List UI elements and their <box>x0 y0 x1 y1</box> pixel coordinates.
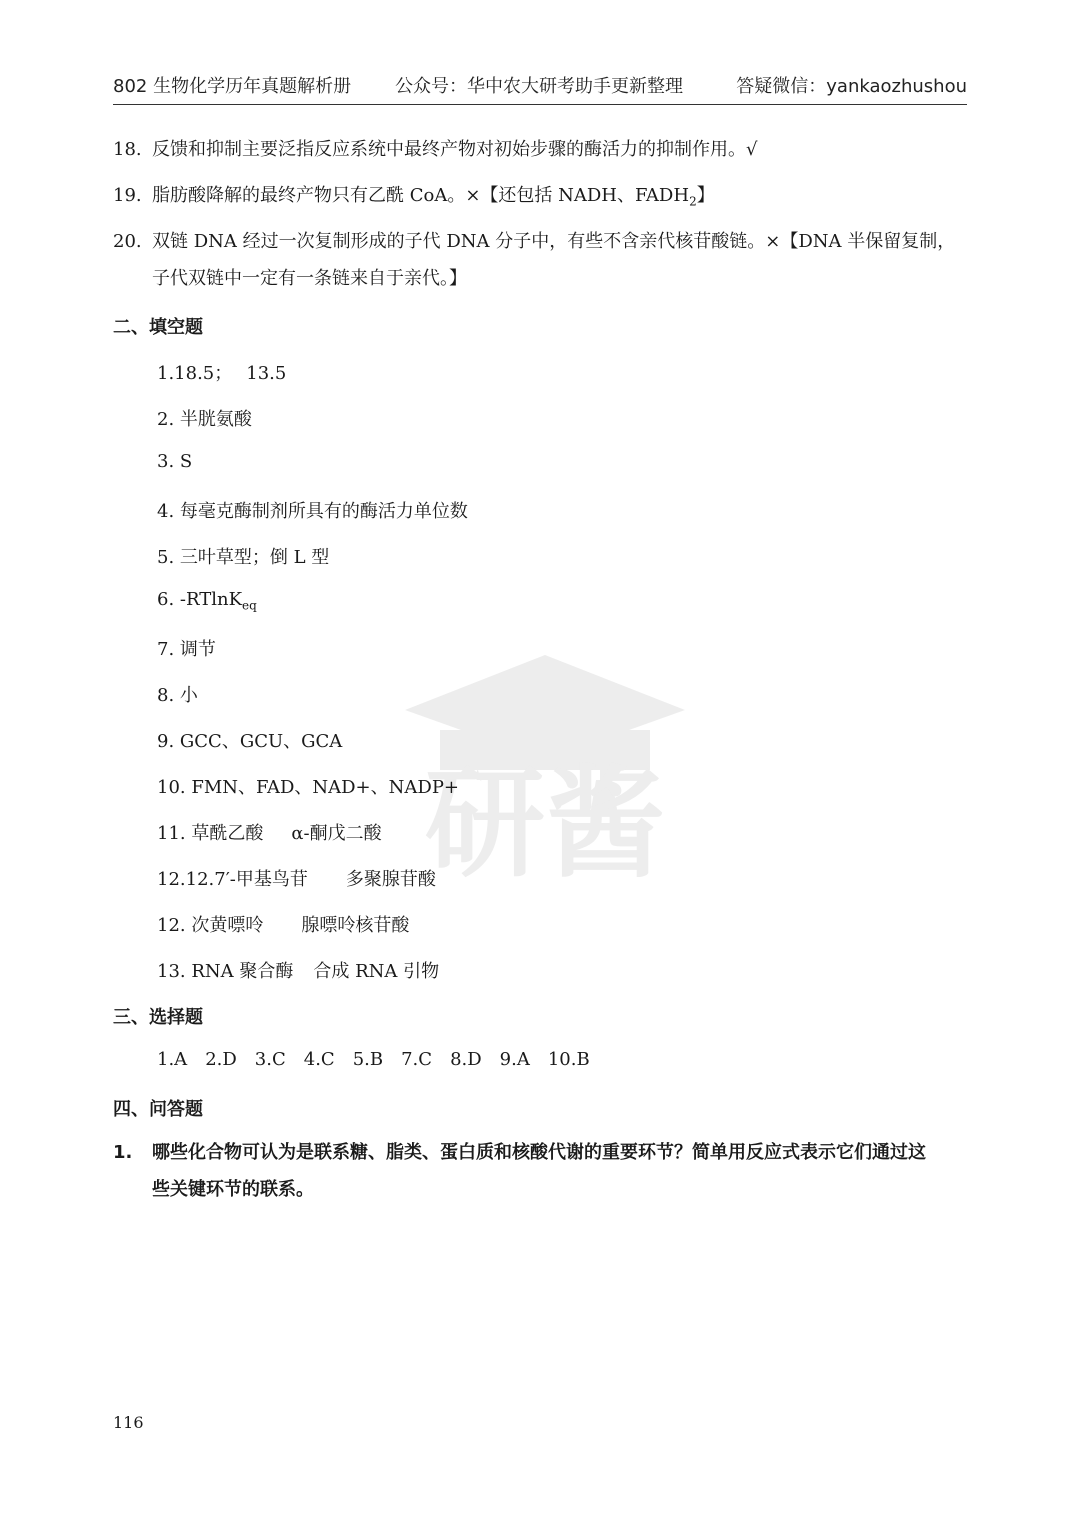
question-number: 1. <box>113 1142 133 1163</box>
item-number: 18. <box>113 139 142 160</box>
answer-item: 10. FMN、FAD、NAD+、NADP+ <box>157 777 460 798</box>
answer-item: 9. GCC、GCU、GCA <box>157 731 343 752</box>
answer-item: 6. -RTlnK$_{eq}$ <box>157 589 257 613</box>
answer-item: 7. 调节 <box>157 639 216 660</box>
graduation-cap-watermark-icon <box>400 650 690 880</box>
header-divider <box>113 104 967 105</box>
section-title-qa: 四、问答题 <box>113 1099 203 1120</box>
answer-item: 8. 小 <box>157 685 198 706</box>
item-text-end: 】 <box>696 185 715 206</box>
subscript: 2 <box>689 194 697 209</box>
choice-answer: 9.A <box>499 1049 530 1070</box>
choice-answer: 4.C <box>303 1049 335 1070</box>
subscript: eq <box>242 598 257 613</box>
judgment-item-19 <box>152 184 715 214</box>
answer-item: 11. 草酰乙酸 α-酮戊二酸 <box>157 823 382 844</box>
item-number: 19. <box>113 185 142 206</box>
choice-answer: 7.C <box>401 1049 433 1070</box>
question-text-line2: 些关键环节的联系。 <box>152 1179 314 1200</box>
header-book-title: 802 生物化学历年真题解析册 <box>113 76 352 97</box>
choice-answers <box>157 1049 590 1070</box>
choice-answer: 2.D <box>205 1049 237 1070</box>
answer-item: 1.18.5； 13.5 <box>157 363 287 384</box>
answer-item: 5. 三叶草型；倒 L 型 <box>157 547 330 568</box>
item-text: 脂肪酸降解的最终产物只有乙酰 CoA。×【还包括 NADH、FADH <box>152 185 690 206</box>
section-title-choice: 三、选择题 <box>113 1007 203 1028</box>
item-text-line1: 双链 DNA 经过一次复制形成的子代 DNA 分子中，有些不含亲代核苷酸链。×【DNA 半保留复制， <box>152 231 956 252</box>
header-contact: 答疑微信：yankaozhushou <box>736 76 967 97</box>
question-text-line1: 哪些化合物可认为是联系糖、脂类、蛋白质和核酸代谢的重要环节？简单用反应式表示它们通过这 <box>152 1142 926 1163</box>
page-header <box>113 70 967 102</box>
answer-item: 3. S <box>157 451 193 472</box>
answer-item: 2. 半胱氨酸 <box>157 409 252 430</box>
answer-item: 4. 每毫克酶制剂所具有的酶活力单位数 <box>157 501 468 522</box>
choice-answer: 5.B <box>352 1049 384 1070</box>
item-text-line2: 子代双链中一定有一条链来自于亲代。】 <box>152 268 467 289</box>
choice-answer: 1.A <box>157 1049 188 1070</box>
section-title-fill-in: 二、填空题 <box>113 317 203 338</box>
item-text: 反馈和抑制主要泛指反应系统中最终产物对初始步骤的酶活力的抑制作用。√ <box>152 139 758 160</box>
choice-answer: 10.B <box>547 1049 590 1070</box>
page-number: 116 <box>113 1413 144 1432</box>
header-wechat-account: 公众号：华中农大研考助手更新整理 <box>395 76 683 97</box>
choice-answer: 8.D <box>450 1049 482 1070</box>
answer-item: 12.12.7′-甲基鸟苷 多聚腺苷酸 <box>157 869 436 890</box>
answer-item: 13. RNA 聚合酶 合成 RNA 引物 <box>157 961 440 982</box>
watermark-text: 研酱 <box>425 755 665 880</box>
item-number: 20. <box>113 231 142 252</box>
choice-answer: 3.C <box>254 1049 286 1070</box>
answer-item: 12. 次黄嘌呤 腺嘌呤核苷酸 <box>157 915 410 936</box>
